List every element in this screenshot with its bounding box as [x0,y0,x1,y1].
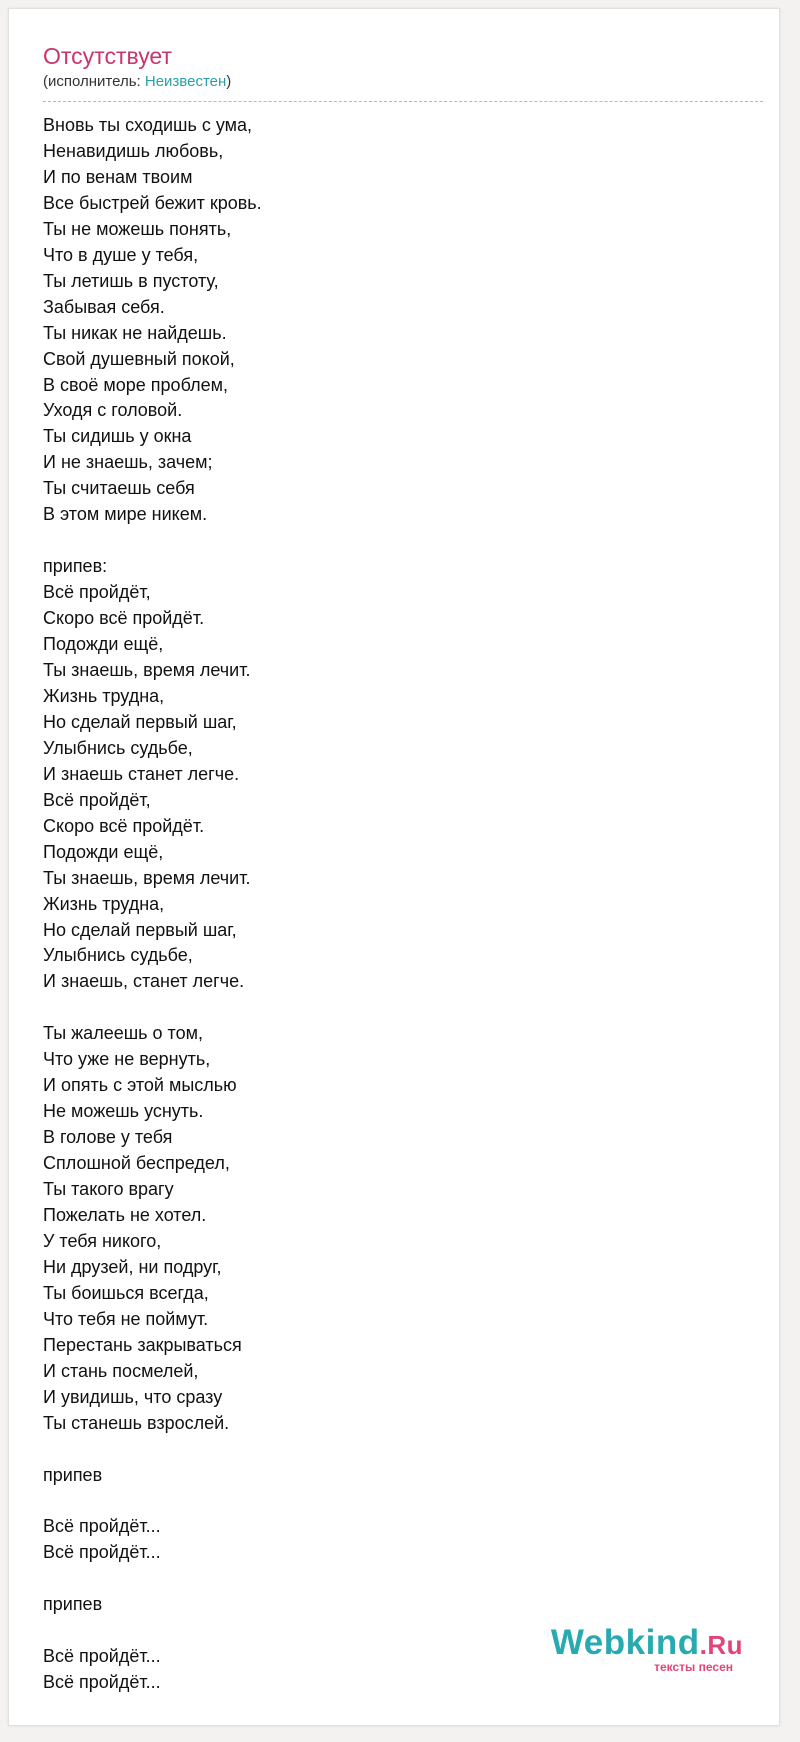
logo-main-text: Webkind [550,1623,700,1662]
lyric-line: Ты летишь в пустоту, [43,270,219,291]
lyric-line: Ты жалеешь о том, [43,1023,203,1044]
stanza-break [43,1566,763,1592]
stanza-break [43,995,763,1021]
lyric-line: В своё море проблем, [43,374,228,395]
lyric-line: Сплошной беспредел, [43,1153,230,1174]
header-divider [43,101,763,102]
lyric-line: Что в душе у тебя, [43,244,199,265]
logo-tagline: тексты песен [654,1660,733,1674]
logo-domain: .Ru [699,1630,743,1660]
lyric-line: Что тебя не поймут. [43,1308,209,1329]
lyric-line: Ты такого врагу [43,1179,174,1200]
stanza-break [43,1437,763,1463]
lyric-line: Все быстрей бежит кровь. [43,192,262,213]
lyric-line: Ты никак не найдешь. [43,322,227,343]
lyric-line: У тебя никого, [43,1230,162,1251]
lyric-line: Скоро всё пройдёт. [43,815,205,836]
lyrics-page [8,8,780,1726]
lyric-line: припев [43,1594,103,1615]
logo-wordmark [551,1625,743,1663]
lyric-line: И не знаешь, зачем; [43,452,213,473]
lyric-line: Ты знаешь, время лечит. [43,867,251,888]
lyric-line: Улыбнись судьбе, [43,945,193,966]
lyric-line: Ни друзей, ни подруг, [43,1256,222,1277]
lyric-line: Ты считаешь себя [43,478,195,499]
stanza-break [43,528,763,554]
lyric-line: Ты не можешь понять, [43,218,232,239]
lyric-line: Всё пройдёт, [43,789,151,810]
lyric-line: Пожелать не хотел. [43,1205,207,1225]
lyric-line: В голове у тебя [43,1127,173,1148]
lyric-line: Свой душевный покой, [43,348,235,369]
lyric-line: Жизнь трудна, [43,685,165,706]
artist-line [43,73,763,91]
lyric-line: Забывая себя. [43,296,165,317]
lyric-line: Улыбнись судьбе, [43,737,193,758]
lyric-line: Всё пройдёт... [43,1516,161,1537]
lyric-line: припев: [43,556,108,577]
lyric-line: И по венам твоим [43,166,193,187]
lyric-line: Подожди ещё, [43,634,164,655]
lyric-line: Ненавидишь любовь, [43,140,224,161]
lyric-line: Всё пройдёт... [43,1672,161,1693]
lyric-line: Скоро всё пройдёт. [43,608,205,629]
lyrics-text [43,113,763,1696]
stanza-break [43,1488,763,1514]
lyric-line: Всё пройдёт... [43,1542,161,1563]
song-header [43,42,763,91]
lyric-line: Но сделай первый шаг, [43,919,237,940]
lyric-line: Подожди ещё, [43,841,164,862]
artist-link[interactable]: Неизвестен [144,73,227,90]
lyric-line: Ты станешь взрослей. [43,1412,230,1433]
lyric-line: И увидишь, что сразу [43,1386,223,1407]
lyric-line: Но сделай первый шаг, [43,711,237,732]
lyric-line: Перестань закрываться [43,1334,242,1355]
lyric-line: Ты знаешь, время лечит. [43,660,251,680]
lyric-line: Ты сидишь у окна [43,426,192,447]
artist-suffix: ) [226,73,232,90]
lyric-line: Ты боишься всегда, [43,1282,209,1303]
lyric-line: В этом мире никем. [43,504,208,525]
lyric-line: Всё пройдёт... [43,1646,161,1667]
lyric-line: И знаешь, станет легче. [43,971,245,992]
lyric-line: припев [43,1464,103,1485]
lyric-line: И знаешь станет легче. [43,763,240,784]
lyric-line: Всё пройдёт, [43,582,151,603]
lyric-line: Что уже не вернуть, [43,1049,211,1070]
artist-prefix: (исполнитель: [43,73,145,90]
lyric-line: Уходя с головой. [43,400,183,421]
lyric-line: Вновь ты сходишь с ума, [43,115,253,135]
lyric-line: И стань посмелей, [43,1360,199,1381]
webkind-logo[interactable] [551,1625,743,1673]
lyric-line: Жизнь трудна, [43,893,165,914]
song-title: Отсутствует [43,43,172,69]
lyric-line: Не можешь уснуть. [43,1101,204,1122]
lyric-line: И опять с этой мыслью [43,1075,237,1096]
